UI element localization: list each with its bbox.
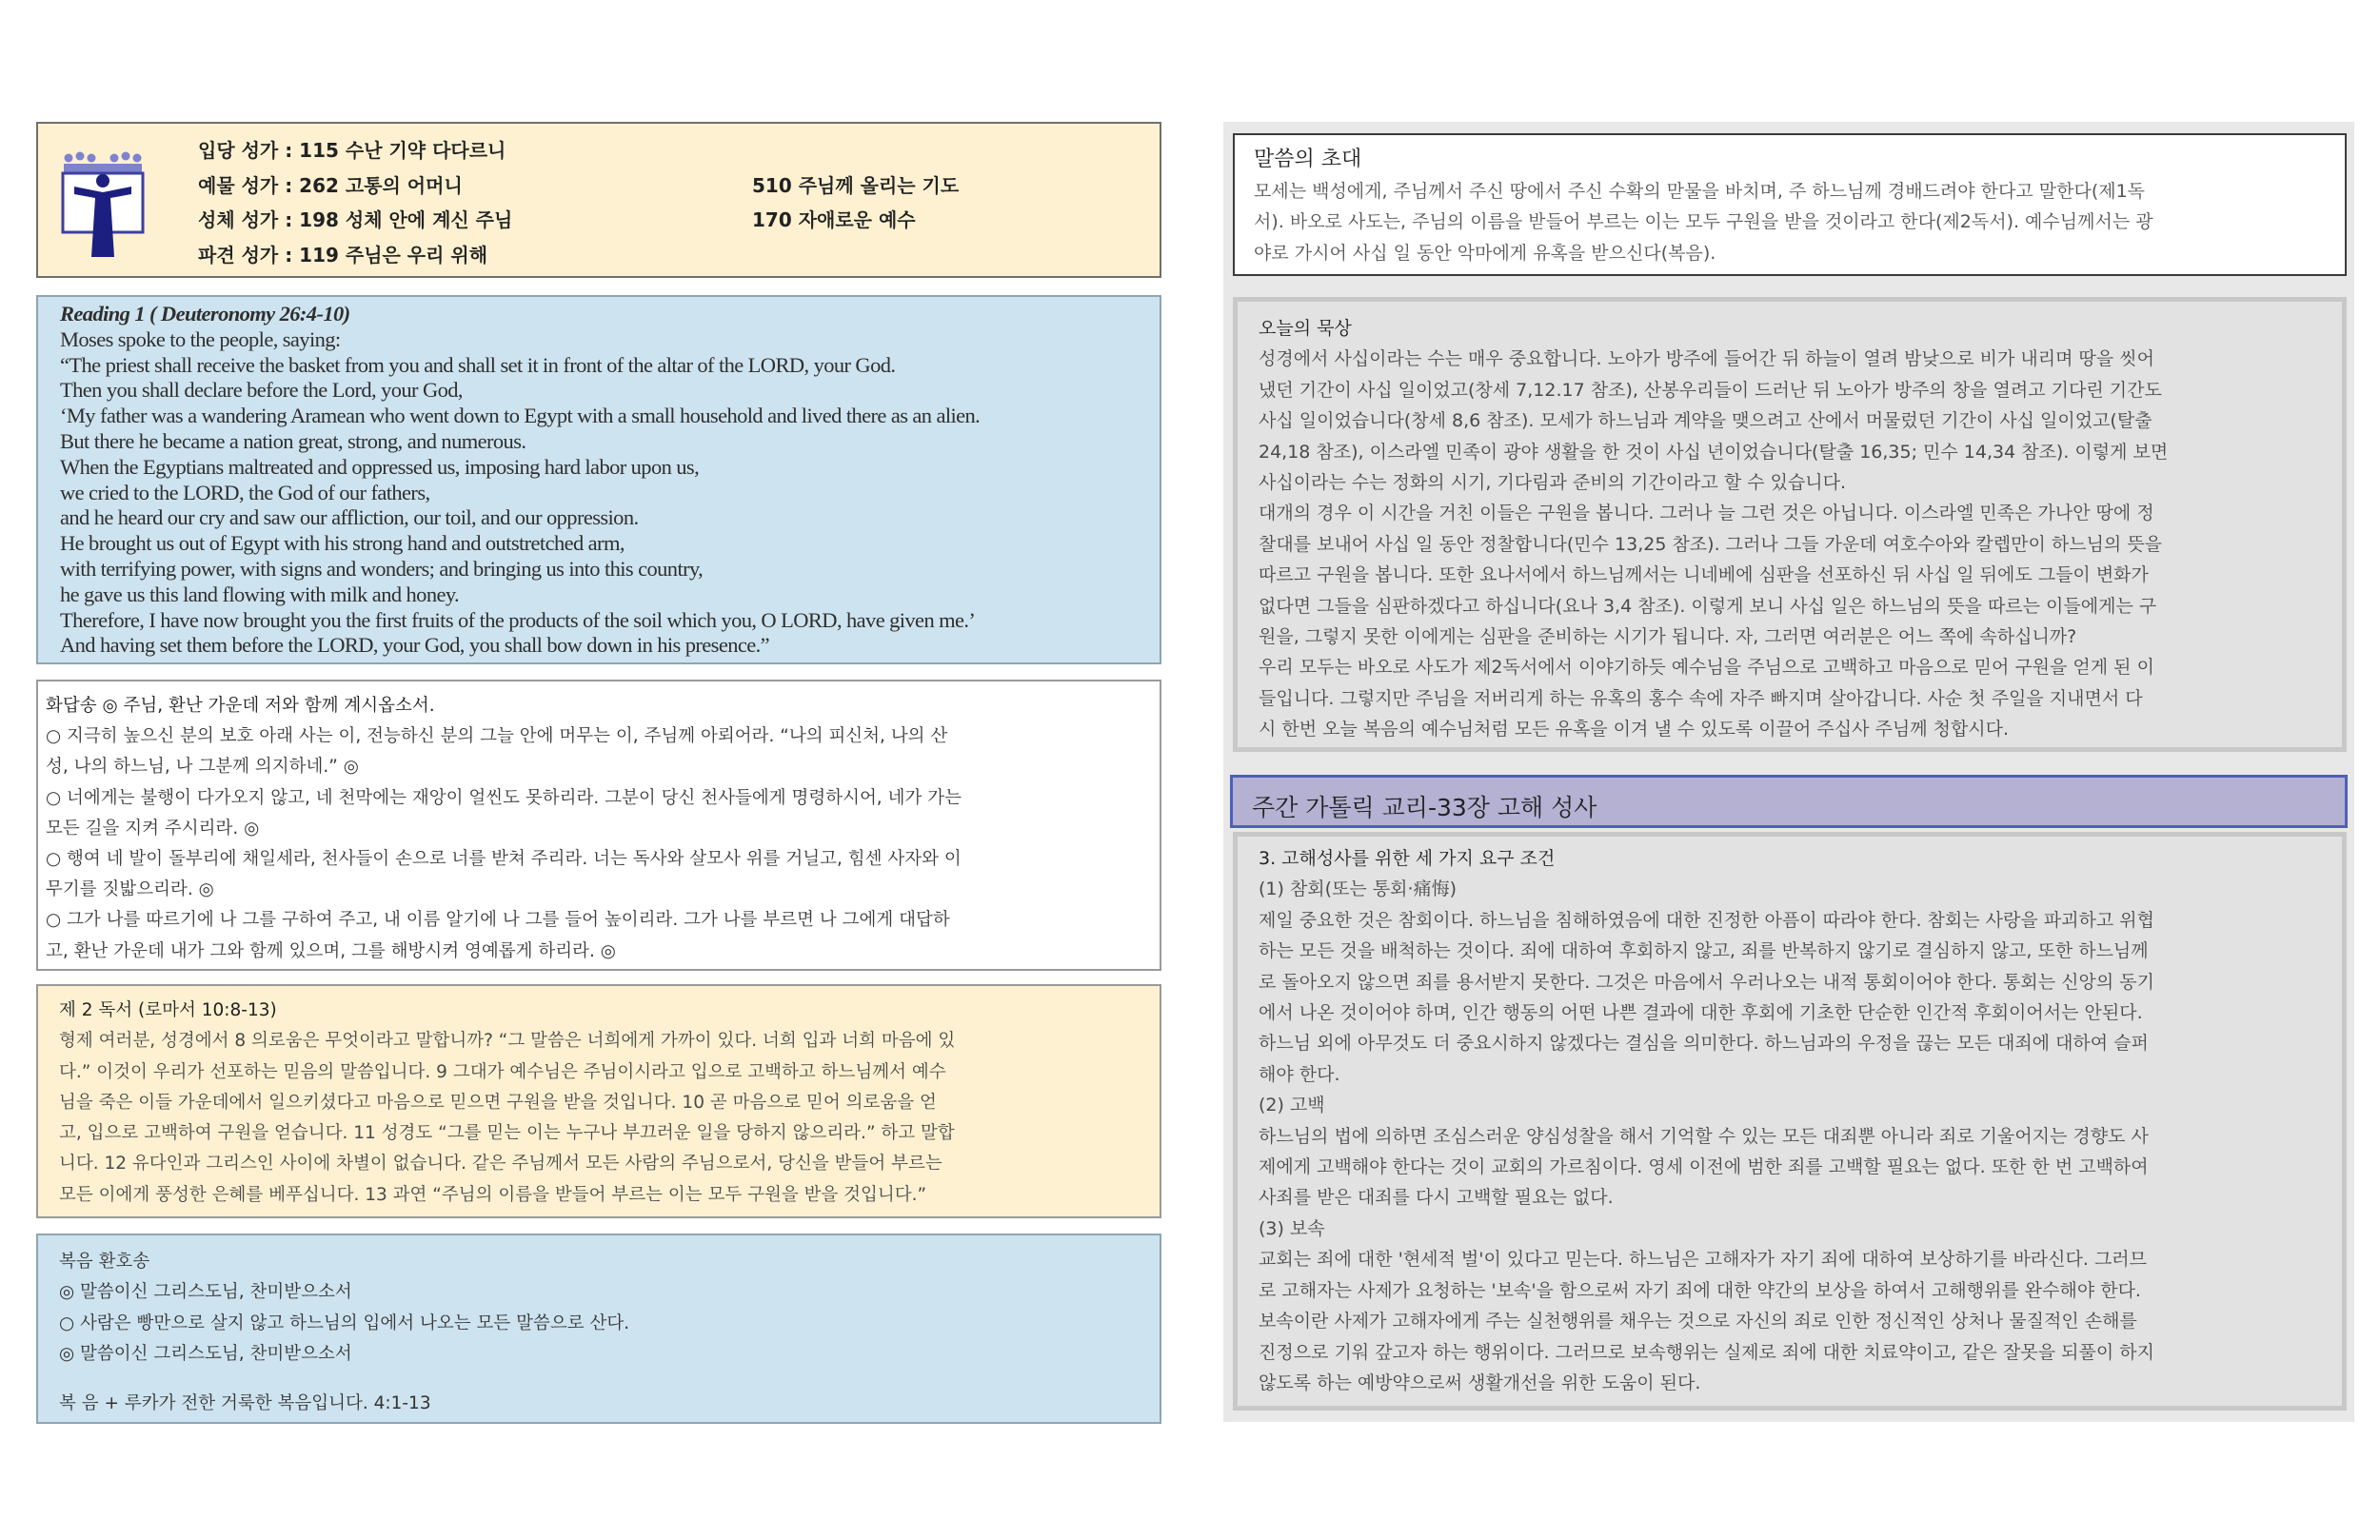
psalm-line: ○ 지극히 높으신 분의 보호 아래 사는 이, 전능하신 분의 그늘 안에 머무는 이, 주님께 아뢰어라. “나의 피신처, 나의 산 <box>46 726 948 747</box>
invitation-box <box>1233 133 2347 276</box>
confession-line: 제일 중요한 것은 참회이다. 하느님을 침해하였음에 대한 진정한 아픔이 따라야 한다. 참회는 사랑을 파괴하고 위협 <box>1259 909 2154 931</box>
catechism-title-bar <box>1230 775 2348 828</box>
communion-hymn: 성체 성가 : 198 성체 안에 계신 주님 <box>198 208 513 231</box>
psalm-line: 고, 환난 가운데 내가 그와 함께 있으며, 그를 해방시켜 영예롭게 하리라. ◎ <box>46 940 616 961</box>
meditation-title: 오늘의 묵상 <box>1259 318 1352 339</box>
invitation-line: 야로 가시어 사십 일 동안 악마에게 유혹을 받으신다(복음). <box>1254 242 1716 264</box>
reading-line: Then you shall declare before the Lord, your God, <box>60 378 463 403</box>
reading-line: 고, 입으로 고백하여 구원을 얻습니다. 11 성경도 “그를 믿는 이는 누구나 부끄러운 일을 당하지 않으리라.” 하고 말합 <box>59 1123 955 1144</box>
reading-line: we cried to the LORD, the God of our fathers, <box>60 480 430 504</box>
acclamation-line: ◎ 말씀이신 그리스도님, 찬미받으소서 <box>59 1282 352 1303</box>
recessional-hymn: 파견 성가 : 119 주님은 우리 위해 <box>198 243 488 267</box>
extra-hymn-list <box>752 168 959 238</box>
hymn-list <box>198 133 512 272</box>
meditation-line: 사십 일이었습니다(창세 8,6 참조). 모세가 하느님과 계약을 맺으려고 산에서 머물렀던 기간이 사십 일이었고(탈출 <box>1259 410 2152 432</box>
confession-line: 하느님의 법에 의하면 조심스러운 양심성찰을 해서 기억할 수 있는 모든 대죄뿐 아니라 죄로 기울어지는 경향도 사 <box>1259 1125 2149 1147</box>
first-reading-title: Reading 1 ( Deuteronomy 26:4-10) <box>60 302 350 326</box>
invitation-line: 모세는 백성에게, 주님께서 주신 땅에서 주신 수확의 맏물을 바치며, 주 하느님께 경배드려야 한다고 말한다(제1독 <box>1254 180 2146 202</box>
confession-line: 하는 모든 것을 배척하는 것이다. 죄에 대하여 후회하지 않고, 죄를 반복하지 않기로 결심하지 않고, 또한 하느님께 <box>1259 940 2149 962</box>
confession-box <box>1233 832 2347 1411</box>
confession-line: (1) 참회(또는 통회·痛悔) <box>1259 879 1457 900</box>
confession-line: 해야 한다. <box>1259 1063 1340 1085</box>
meditation-line: 시 한번 오늘 복음의 예수님처럼 모든 유혹을 이겨 낼 수 있도록 이끌어 주십사 주님께 청합시다. <box>1259 719 2010 740</box>
reading-line: When the Egyptians maltreated and oppressed us, imposing hard labor upon us, <box>60 454 700 479</box>
reading-line: 님을 죽은 이들 가운데에서 일으키셨다고 마음으로 믿으면 구원을 받을 것입니다. 10 곧 마음으로 믿어 의로움을 얻 <box>59 1092 937 1113</box>
confession-line: 사죄를 받은 대죄를 다시 고백할 필요는 없다. <box>1259 1187 1614 1209</box>
confession-line: 에서 나온 것이어야 하며, 인간 행동의 어떤 나쁜 결과에 대한 후회에 기초한 단순한 인간적 후회이어서는 안된다. <box>1259 1002 2143 1024</box>
reading-line: 다.” 이것이 우리가 선포하는 믿음의 말씀입니다. 9 그대가 예수님은 주님이시라고 입으로 고백하고 하느님께서 예수 <box>59 1061 946 1082</box>
meditation-line: 사십이라는 수는 정화의 시기, 기다림과 준비의 기간이라고 할 수 있습니다. <box>1259 472 1847 494</box>
confession-heading: 3. 고해성사를 위한 세 가지 요구 조건 <box>1259 848 1556 869</box>
meditation-line: 냈던 기간이 사십 일이었고(창세 7,12.17 참조), 산봉우리들이 드러난 뒤 노아가 방주의 창을 열려고 기다린 기간도 <box>1259 379 2162 401</box>
reading-line: 니다. 12 유다인과 그리스인 사이에 차별이 없습니다. 같은 주님께서 모든 사람의 주님으로서, 당신을 받들어 부르는 <box>59 1154 942 1175</box>
entrance-hymn: 입당 성가 : 115 수난 기약 다다르니 <box>198 139 506 162</box>
confession-line: 로 고해자는 사제가 요청하는 '보속'을 함으로써 자기 죄에 대한 약간의 보상을 하여서 고해행위를 완수해야 한다. <box>1259 1279 2141 1301</box>
reading-line: 모든 이에게 풍성한 은혜를 베푸십니다. 13 과연 “주님의 이름을 받들어 부르는 이는 모두 구원을 받을 것입니다.” <box>59 1184 927 1205</box>
second-reading-title: 제 2 독서 (로마서 10:8-13) <box>59 1000 277 1020</box>
confession-line: (2) 고백 <box>1259 1095 1325 1116</box>
meditation-line: 따르고 구원을 봅니다. 또한 요나서에서 하느님께서는 니네베에 심판을 선포하신 뒤 사십 일 뒤에도 그들이 변화가 <box>1259 564 2149 586</box>
meditation-line: 원을, 그렇지 못한 이에게는 심판을 준비하는 시기가 됩니다. 자, 그러면 여러분은 어느 쪽에 속하십니까? <box>1259 626 2077 648</box>
confession-line: 제에게 고백해야 한다는 것이 교회의 가르침이다. 영세 이전에 범한 죄를 고백할 필요는 없다. 또한 한 번 고백하여 <box>1259 1156 2149 1178</box>
second-reading-box <box>36 984 1161 1218</box>
psalm-line: ○ 그가 나를 따르기에 나 그를 구하여 주고, 내 이름 알기에 나 그를 들어 높이리라. 그가 나를 부르면 나 그에게 대답하 <box>46 910 950 931</box>
reading-line: He brought us out of Egypt with his strong hand and outstretched arm, <box>60 531 625 556</box>
psalm-title: 화답송 ◎ 주님, 환난 가운데 저와 함께 계시옵소서. <box>46 696 435 716</box>
acclamation-line: ○ 사람은 빵만으로 살지 않고 하느님의 입에서 나오는 모든 말씀으로 산다. <box>59 1313 630 1333</box>
invitation-title: 말씀의 초대 <box>1254 148 1362 171</box>
confession-line: (3) 보속 <box>1259 1217 1325 1239</box>
reading-line: Moses spoke to the people, saying: <box>60 326 341 351</box>
hymn-box <box>36 122 1161 278</box>
reading-line: he gave us this land flowing with milk and honey. <box>60 582 460 606</box>
confession-line: 않도록 하는 예방약으로써 생활개선을 위한 도움이 된다. <box>1259 1372 1701 1393</box>
reading-line: “The priest shall receive the basket from you and shall set it in front of the altar of the LORD, your God. <box>60 352 896 377</box>
confession-line: 로 돌아오지 않으면 죄를 용서받지 못한다. 그것은 마음에서 우러나오는 내적 통회이어야 한다. 통회는 신앙의 동기 <box>1259 971 2154 993</box>
reading-line: But there he became a nation great, strong, and numerous. <box>60 428 526 453</box>
catechism-title: 주간 가톨릭 교리-33장 고해 성사 <box>1252 794 1597 821</box>
reading-line: ‘My father was a wandering Aramean who went down to Egypt with a small household and lived there as an alien. <box>60 404 981 428</box>
meditation-line: 성경에서 사십이라는 수는 매우 중요합니다. 노아가 방주에 들어간 뒤 하늘이 열려 밤낮으로 비가 내리며 땅을 씻어 <box>1259 348 2154 370</box>
confession-line: 진정으로 기워 갚고자 하는 행위이다. 그러므로 보속행위는 실제로 죄에 대한 치료약이고, 같은 잘못을 되풀이 하지 <box>1259 1341 2154 1363</box>
offertory-hymn: 예물 성가 : 262 고통의 어머니 <box>198 173 463 197</box>
extra-hymn-1: 510 주님께 올리는 기도 <box>752 173 960 197</box>
gospel-reference: 복 음 + 루카가 전한 거룩한 복음입니다. 4:1-13 <box>59 1393 431 1414</box>
extra-hymn-2: 170 자애로운 예수 <box>752 208 916 231</box>
acclamation-title: 복음 환호송 <box>59 1252 150 1272</box>
psalm-line: 모든 길을 지켜 주시리라. ◎ <box>46 818 260 839</box>
meditation-line: 없다면 그들을 심판하겠다고 하십니다(요나 3,4 참조). 이렇게 보니 사십 일은 하느님의 뜻을 따르는 이들에게는 구 <box>1259 595 2157 617</box>
acclamation-line: ◎ 말씀이신 그리스도님, 찬미받으소서 <box>59 1343 352 1364</box>
gospel-acclamation-box <box>36 1234 1161 1424</box>
psalm-line: ○ 행여 네 발이 돌부리에 채일세라, 천사들이 손으로 너를 받쳐 주리라. 너는 독사와 살모사 위를 거닐고, 힘센 사자와 이 <box>46 849 962 870</box>
meditation-line: 들입니다. 그렇지만 주님을 저버리게 하는 유혹의 홍수 속에 자주 빠지며 살아갑니다. 사순 첫 주일을 지내면서 다 <box>1259 687 2143 709</box>
reading-line: And having set them before the LORD, your God, you shall bow down in his presence.” <box>60 633 770 658</box>
choir-logo-icon <box>61 148 145 261</box>
meditation-line: 찰대를 보내어 사십 일 동안 정찰합니다(민수 13,25 참조). 그러나 그들 가운데 여호수아와 칼렙만이 하느님의 뜻을 <box>1259 533 2163 555</box>
reading-line: with terrifying power, with signs and wonders; and bringing us into this country, <box>60 556 704 581</box>
meditation-line: 대개의 경우 이 시간을 거친 이들은 구원을 봅니다. 그러나 늘 그런 것은 아닙니다. 이스라엘 민족은 가나안 땅에 정 <box>1259 503 2154 524</box>
first-reading-box <box>36 295 1161 664</box>
reading-line: and he heard our cry and saw our affliction, our toil, and our oppression. <box>60 505 639 530</box>
invitation-line: 서). 바오로 사도는, 주님의 이름을 받들어 부르는 이는 모두 구원을 받을 것이라고 한다(제2독서). 예수님께서는 광 <box>1254 211 2153 232</box>
psalm-line: 성, 나의 하느님, 나 그분께 의지하네.” ◎ <box>46 757 359 778</box>
psalm-line: ○ 너에게는 불행이 다가오지 않고, 네 천막에는 재앙이 얼씬도 못하리라. 그분이 당신 천사들에게 명령하시어, 네가 가는 <box>46 787 962 808</box>
meditation-box <box>1233 297 2347 752</box>
confession-line: 보속이란 사제가 고해자에게 주는 실천행위를 채우는 것으로 자신의 죄로 인한 정신적인 상처나 물질적인 손해를 <box>1259 1311 2137 1333</box>
confession-line: 하느님 외에 아무것도 더 중요시하지 않겠다는 결심을 의미한다. 하느님과의 우정을 끊는 모든 대죄에 대하여 슬퍼 <box>1259 1033 2149 1055</box>
psalm-line: 무기를 짓밟으리라. ◎ <box>46 879 214 900</box>
reading-line: 형제 여러분, 성경에서 8 의로움은 무엇이라고 말합니까? “그 말씀은 너희에게 가까이 있다. 너희 입과 너희 마음에 있 <box>59 1031 956 1052</box>
meditation-line: 24,18 참조), 이스라엘 민족이 광야 생활을 한 것이 사십 년이었습니다(탈출 16,35; 민수 14,34 참조). 이렇게 보면 <box>1259 441 2169 463</box>
reading-line: Therefore, I have now brought you the first fruits of the products of the soil which you, O LORD, have given me.’ <box>60 607 976 632</box>
psalm-box <box>36 680 1161 971</box>
confession-line: 교회는 죄에 대한 '현세적 벌'이 있다고 믿는다. 하느님은 고해자가 자기 죄에 대하여 보상하기를 바라신다. 그러므 <box>1259 1249 2148 1271</box>
meditation-line: 우리 모두는 바오로 사도가 제2독서에서 이야기하듯 예수님을 주님으로 고백하고 마음으로 믿어 구원을 얻게 된 이 <box>1259 657 2154 679</box>
